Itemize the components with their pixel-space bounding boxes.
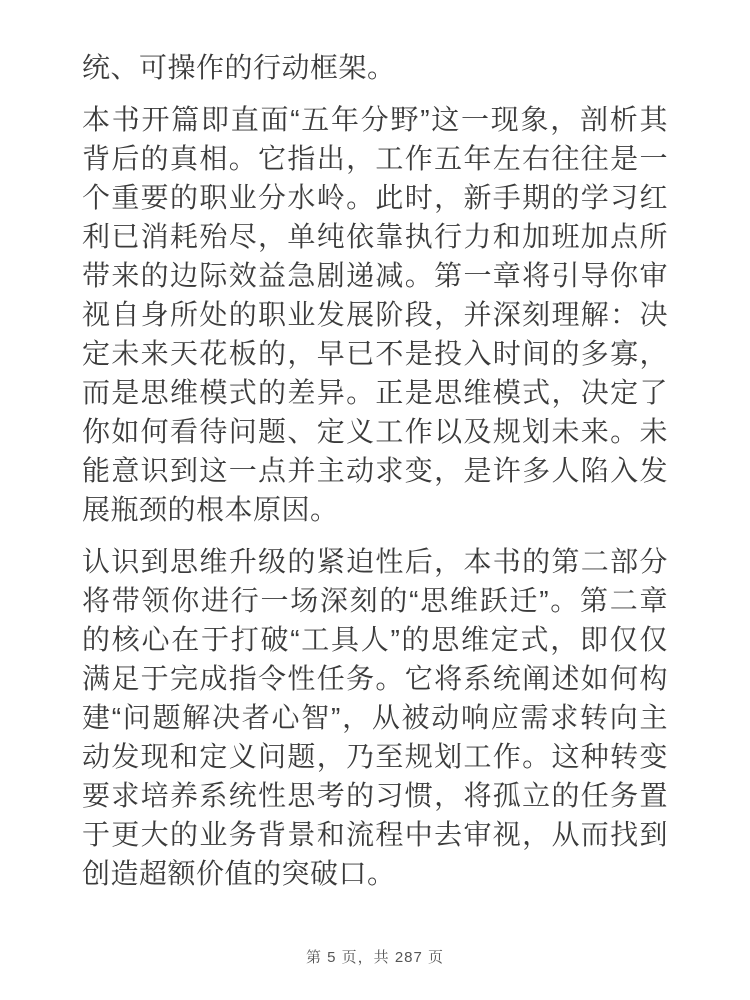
- body-paragraph: 认识到思维升级的紧迫性后，本书的第二部分将带领你进行一场深刻的“思维跃迁”。第二章的核心在于打破“工具人”的思维定式，即仅仅满足于完成指令性任务。它将系统阐述如何构建“问题解决者心智”，从被动响应需求转向主动发现和定义问题，乃至规划工作。这种转变要求培养系统性思考的习惯，将孤立的任务置于更大的业务背景和流程中去审视，从而找到创造超额价值的突破口。: [82, 546, 668, 889]
- body-paragraph: 统、可操作的行动框架。: [82, 52, 396, 83]
- body-paragraph: 本书开篇即直面“五年分野”这一现象，剖析其背后的真相。它指出，工作五年左右往往是一个重要的职业分水岭。此时，新手期的学习红利已消耗殆尽，单纯依靠执行力和加班加点所带来的边际效益急剧递减。第一章将引导你审视自身所处的职业发展阶段，并深刻理解：决定未来天花板的，早已不是投入时间的多寡，而是思维模式的差异。正是思维模式，决定了你如何看待问题、定义工作以及规划未来。未能意识到这一点并主动求变，是许多人陷入发展瓶颈的根本原因。: [82, 104, 668, 525]
- page-number-indicator: 第 5 页，共 287 页: [305, 949, 445, 966]
- page-text-area: [82, 48, 668, 906]
